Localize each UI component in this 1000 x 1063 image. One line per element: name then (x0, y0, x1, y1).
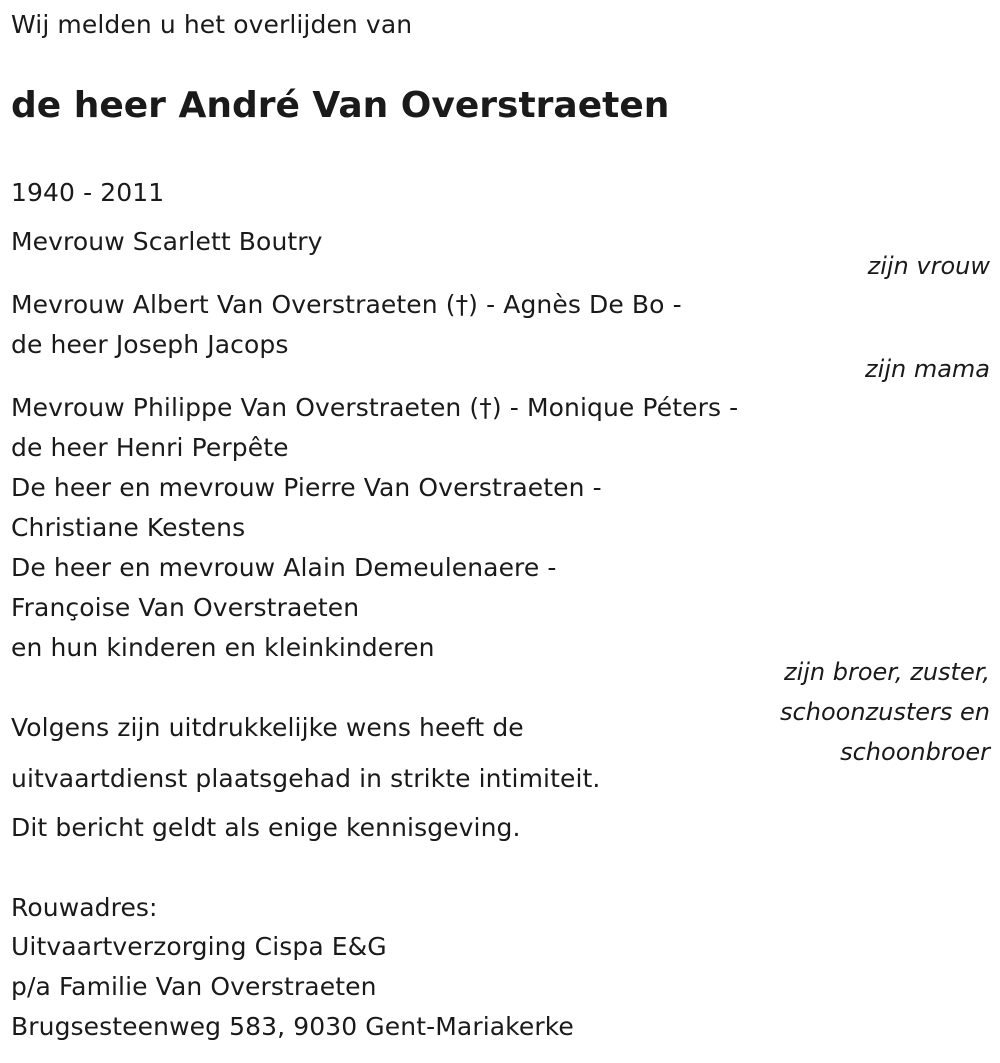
sibling-line: Françoise Van Overstraeten (11, 593, 360, 622)
mother-line-1: Mevrouw Albert Van Overstraeten (†) - Agnès De Bo - (11, 290, 682, 319)
life-years: 1940 - 2011 (11, 178, 165, 207)
message-line: Volgens zijn uitdrukkelijke wens heeft de (11, 713, 524, 742)
mother-line-2: de heer Joseph Jacops (11, 330, 289, 359)
message-line: Dit bericht geldt als enige kennisgeving. (11, 813, 521, 842)
address-line: p/a Familie Van Overstraeten (11, 972, 377, 1001)
sibling-line: Mevrouw Philippe Van Overstraeten (†) - Monique Péters - (11, 393, 739, 422)
sibling-line: De heer en mevrouw Alain Demeulenaere - (11, 553, 557, 582)
address-line: Uitvaartverzorging Cispa E&G (11, 932, 387, 961)
message-line: uitvaartdienst plaatsgehad in strikte intimiteit. (11, 764, 601, 793)
deceased-name: de heer André Van Overstraeten (11, 85, 670, 126)
sibling-line: De heer en mevrouw Pierre Van Overstraeten - (11, 473, 602, 502)
siblings-relation-line: schoonzusters en (780, 698, 990, 726)
sibling-line: en hun kinderen en kleinkinderen (11, 633, 435, 662)
spouse-relation: zijn vrouw (867, 252, 990, 280)
siblings-relation-line: zijn broer, zuster, (783, 658, 990, 686)
sibling-line: Christiane Kestens (11, 513, 246, 542)
mother-relation: zijn mama (865, 355, 990, 383)
siblings-relation-line: schoonbroer (840, 738, 990, 766)
address-label: Rouwadres: (11, 893, 158, 922)
spouse-name: Mevrouw Scarlett Boutry (11, 227, 323, 256)
sibling-line: de heer Henri Perpête (11, 433, 289, 462)
address-line: Brugsesteenweg 583, 9030 Gent-Mariakerke (11, 1012, 574, 1041)
intro-text: Wij melden u het overlijden van (11, 10, 413, 39)
